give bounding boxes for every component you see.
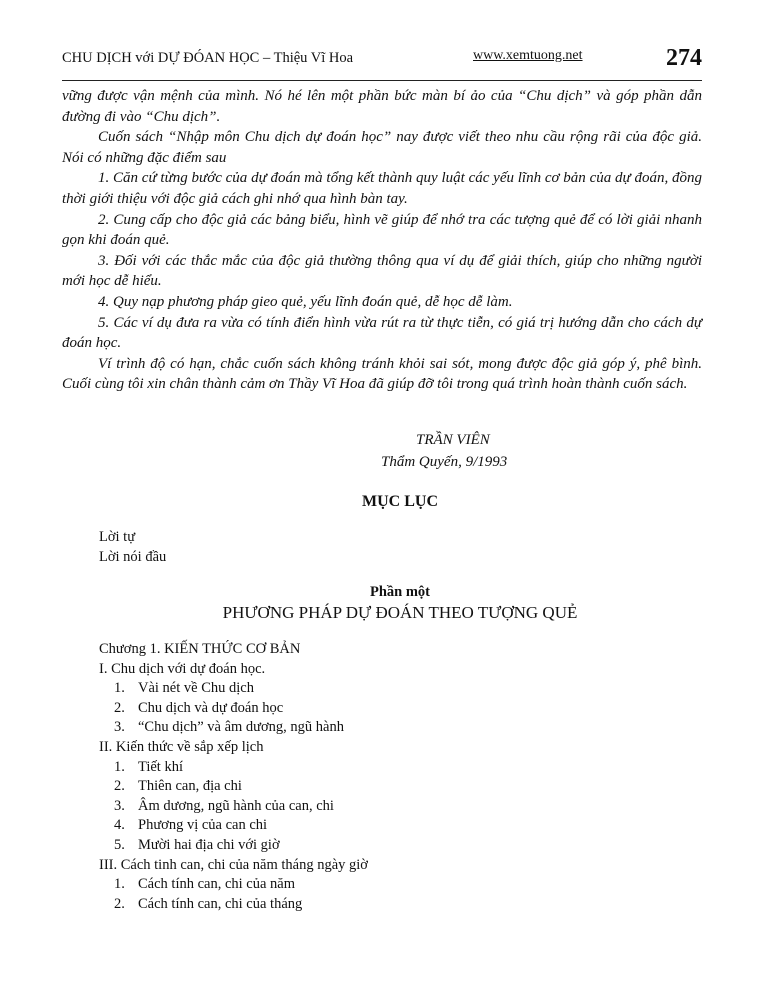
entry-text: Thiên can, địa chi bbox=[138, 778, 242, 795]
section-heading[interactable]: II. Kiến thức về sắp xếp lịch bbox=[99, 738, 264, 755]
entry-text: Mười hai địa chi với giờ bbox=[138, 836, 280, 853]
intro-paragraph: 5. Các ví dụ đưa ra vừa có tính điển hình vừa rút ra từ thực tiễn, có giá trị hướng dẫn cho cách dự đoán học. bbox=[62, 314, 702, 352]
entry-number: 1. bbox=[114, 758, 125, 775]
part-title: PHƯƠNG PHÁP DỰ ĐOÁN THEO TƯỢNG QUẺ bbox=[222, 603, 578, 622]
toc-entry[interactable]: Lời tự bbox=[99, 529, 136, 545]
book-title: CHU DỊCH với DỰ ĐÓAN HỌC – Thiệu Vĩ Hoa bbox=[62, 50, 354, 66]
chapter-heading[interactable]: Chương 1. KIẾN THỨC CƠ BẢN bbox=[99, 641, 301, 657]
toc-entry[interactable] bbox=[99, 875, 368, 895]
entry-text: Phương vị của can chi bbox=[138, 817, 268, 834]
entry-number: 2. bbox=[114, 778, 125, 795]
intro-paragraph: vững được vận mệnh của mình. Nó hé lên một phần bức màn bí ảo của “Chu dịch” và góp phần dẫn đường đi vào “Chu dịch”. bbox=[62, 88, 702, 125]
entry-number: 2. bbox=[114, 699, 125, 716]
toc-entry[interactable]: Lời nói đầu bbox=[99, 549, 167, 565]
author-signature: TRẦN VIÊN bbox=[416, 432, 490, 448]
toc-entry[interactable] bbox=[99, 836, 368, 856]
intro-paragraph: Ví trình độ có hạn, chắc cuốn sách không tránh khỏi sai sót, mong được độc giả góp ý, phê bình. Cuối cùng tôi xin chân thành cảm ơn Thầy Vĩ Hoa đã giúp đỡ tôi trong quá trình hoàn thành cuốn sách. bbox=[62, 355, 702, 393]
intro-paragraph: 1. Căn cứ từng bước của dự đoán mà tổng kết thành quy luật các yếu lĩnh cơ bản của dự đoán, đồng thời giới thiệu với độc giả cách ghi nhớ qua hình bàn tay. bbox=[62, 170, 702, 207]
entry-text: Cách tính can, chi của tháng bbox=[138, 895, 303, 912]
entry-number: 2. bbox=[114, 895, 125, 912]
toc-entry[interactable] bbox=[99, 718, 368, 738]
website-link[interactable]: www.xemtuong.net bbox=[473, 48, 583, 63]
entry-number: 3. bbox=[114, 797, 125, 814]
toc-entry[interactable] bbox=[99, 758, 368, 778]
page-header bbox=[62, 46, 702, 81]
entry-text: Âm dương, ngũ hành của can, chi bbox=[138, 797, 334, 814]
entry-number: 5. bbox=[114, 836, 125, 853]
intro-text bbox=[62, 86, 702, 395]
entry-text: Chu dịch và dự đoán học bbox=[138, 699, 284, 716]
intro-paragraph: Cuốn sách “Nhập môn Chu dịch dự đoán học” nay được viết theo nhu cầu rộng rãi của độc giả. Nói có những đặc điểm sau bbox=[62, 129, 702, 166]
entry-text: “Chu dịch” và âm dương, ngũ hành bbox=[138, 719, 344, 736]
toc-entry[interactable] bbox=[99, 895, 368, 915]
section-heading[interactable]: III. Cách tinh can, chi của năm tháng ngày giờ bbox=[99, 856, 368, 873]
toc-entry[interactable] bbox=[99, 679, 368, 699]
signature-place-date: Thẩm Quyến, 9/1993 bbox=[381, 454, 508, 470]
toc-entry[interactable] bbox=[99, 797, 368, 817]
table-of-contents bbox=[99, 640, 368, 914]
page-number: 274 bbox=[666, 45, 702, 71]
entry-number: 3. bbox=[114, 719, 125, 736]
intro-paragraph: 2. Cung cấp cho độc giả các bảng biểu, hình vẽ giúp để nhớ tra các tượng quẻ để có lời giải nhanh gọn khi đoán quẻ. bbox=[62, 211, 702, 249]
entry-text: Tiết khí bbox=[138, 758, 183, 775]
toc-title: MỤC LỤC bbox=[362, 493, 438, 510]
toc-entry[interactable] bbox=[99, 816, 368, 836]
entry-number: 1. bbox=[114, 876, 125, 893]
intro-paragraph: 3. Đối với các thắc mắc của độc giả thường thông qua ví dụ để giải thích, giúp cho những người mới học dễ hiểu. bbox=[62, 252, 702, 290]
entry-number: 4. bbox=[114, 817, 125, 834]
entry-number: 1. bbox=[114, 680, 125, 697]
section-heading[interactable]: I. Chu dịch với dự đoán học. bbox=[99, 660, 266, 677]
preface-list bbox=[99, 527, 166, 567]
entry-text: Vài nét về Chu dịch bbox=[138, 680, 254, 697]
intro-paragraph: 4. Quy nạp phương pháp gieo quẻ, yếu lĩnh đoán quẻ, dễ học dễ làm. bbox=[98, 293, 513, 310]
entry-text: Cách tính can, chi của năm bbox=[138, 876, 296, 893]
toc-entry[interactable] bbox=[99, 777, 368, 797]
toc-entry[interactable] bbox=[99, 699, 368, 719]
part-label: Phần một bbox=[369, 584, 431, 600]
